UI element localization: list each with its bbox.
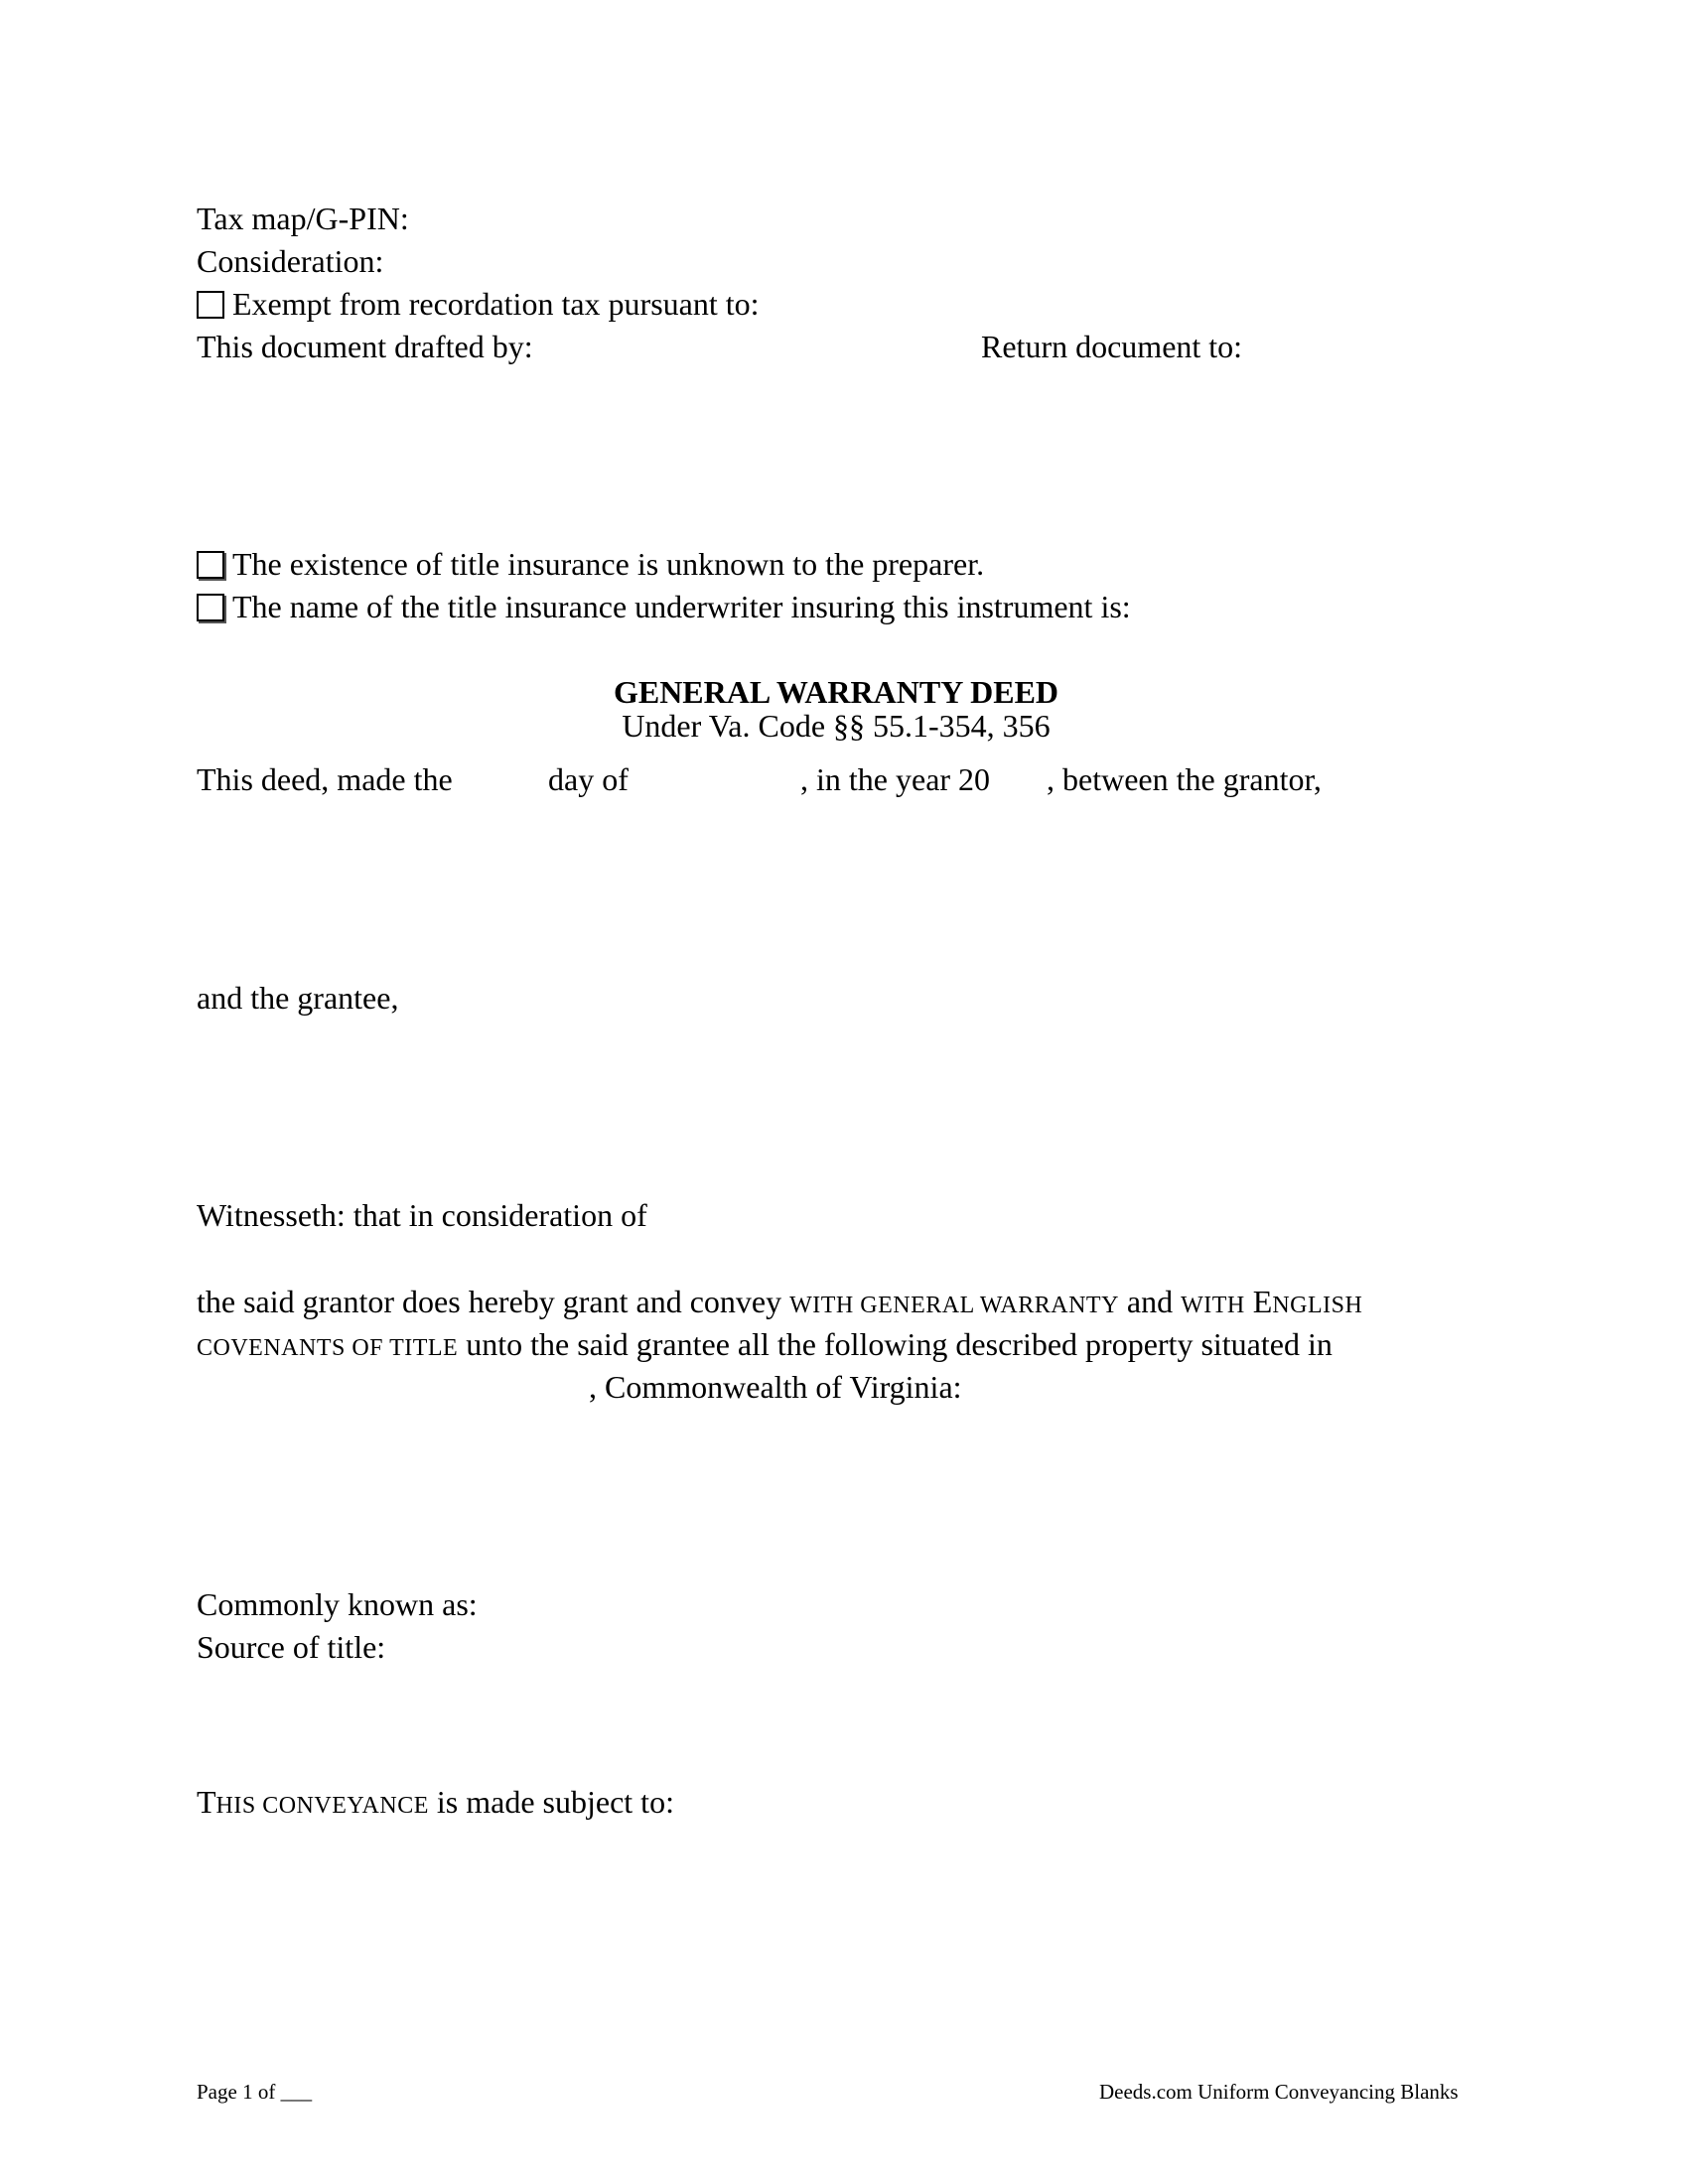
underwriter-checkbox[interactable]: [197, 594, 224, 621]
grant-line-1: [197, 1282, 1362, 1325]
consideration-label: Consideration:: [197, 243, 384, 279]
deed-title: GENERAL WARRANTY DEED: [613, 674, 1059, 710]
unto-text: unto the said grantee all the following described property situated in: [466, 1326, 1333, 1362]
exempt-label: Exempt from recordation tax pursuant to:: [232, 286, 760, 322]
return-to-label: Return document to:: [981, 329, 1243, 364]
made-the-label: This deed, made the: [197, 761, 453, 797]
and-text: and: [1126, 1284, 1174, 1319]
title-unknown-checkbox[interactable]: [197, 551, 224, 579]
footer-brand: Deeds.com Uniform Conveyancing Blanks: [1099, 2080, 1459, 2104]
subject-to-text: is made subject to:: [436, 1784, 674, 1820]
between-grantor-label: , between the grantor,: [1047, 761, 1322, 797]
page-number: Page 1 of ___: [197, 2080, 313, 2104]
day-of-label: day of: [548, 761, 629, 797]
deed-subtitle: Under Va. Code §§ 55.1-354, 356: [622, 708, 1051, 744]
with-text: WITH: [1181, 1293, 1245, 1318]
exempt-row: [197, 284, 760, 324]
in-year-label: , in the year 20: [800, 761, 991, 797]
drafted-by-label: This document drafted by:: [197, 329, 533, 364]
underwriter-row: [197, 587, 1131, 626]
covenants-text: COVENANTS OF TITLE: [197, 1335, 459, 1361]
general-warranty-text: WITH GENERAL WARRANTY: [789, 1293, 1119, 1318]
commonly-known-label: Commonly known as:: [197, 1586, 478, 1622]
exempt-checkbox[interactable]: [197, 291, 224, 319]
grant-line-2: [197, 1324, 1333, 1368]
conveyance-cap: T: [197, 1784, 216, 1820]
title-unknown-label: The existence of title insurance is unknown to the preparer.: [232, 546, 985, 582]
source-title-label: Source of title:: [197, 1629, 386, 1665]
grant-text: the said grantor does hereby grant and convey: [197, 1284, 782, 1319]
underwriter-label: The name of the title insurance underwriter insuring this instrument is:: [232, 589, 1131, 624]
grantee-label: and the grantee,: [197, 980, 399, 1016]
english-rest: NGLISH: [1272, 1293, 1363, 1318]
commonwealth-text: , Commonwealth of Virginia:: [589, 1369, 962, 1405]
conveyance-rest: HIS CONVEYANCE: [215, 1793, 429, 1819]
conveyance-line: [197, 1782, 674, 1826]
witnesseth-label: Witnesseth: that in consideration of: [197, 1197, 647, 1233]
english-cap: E: [1252, 1284, 1273, 1319]
title-unknown-row: [197, 544, 984, 584]
tax-map-label: Tax map/G-PIN:: [197, 201, 409, 236]
